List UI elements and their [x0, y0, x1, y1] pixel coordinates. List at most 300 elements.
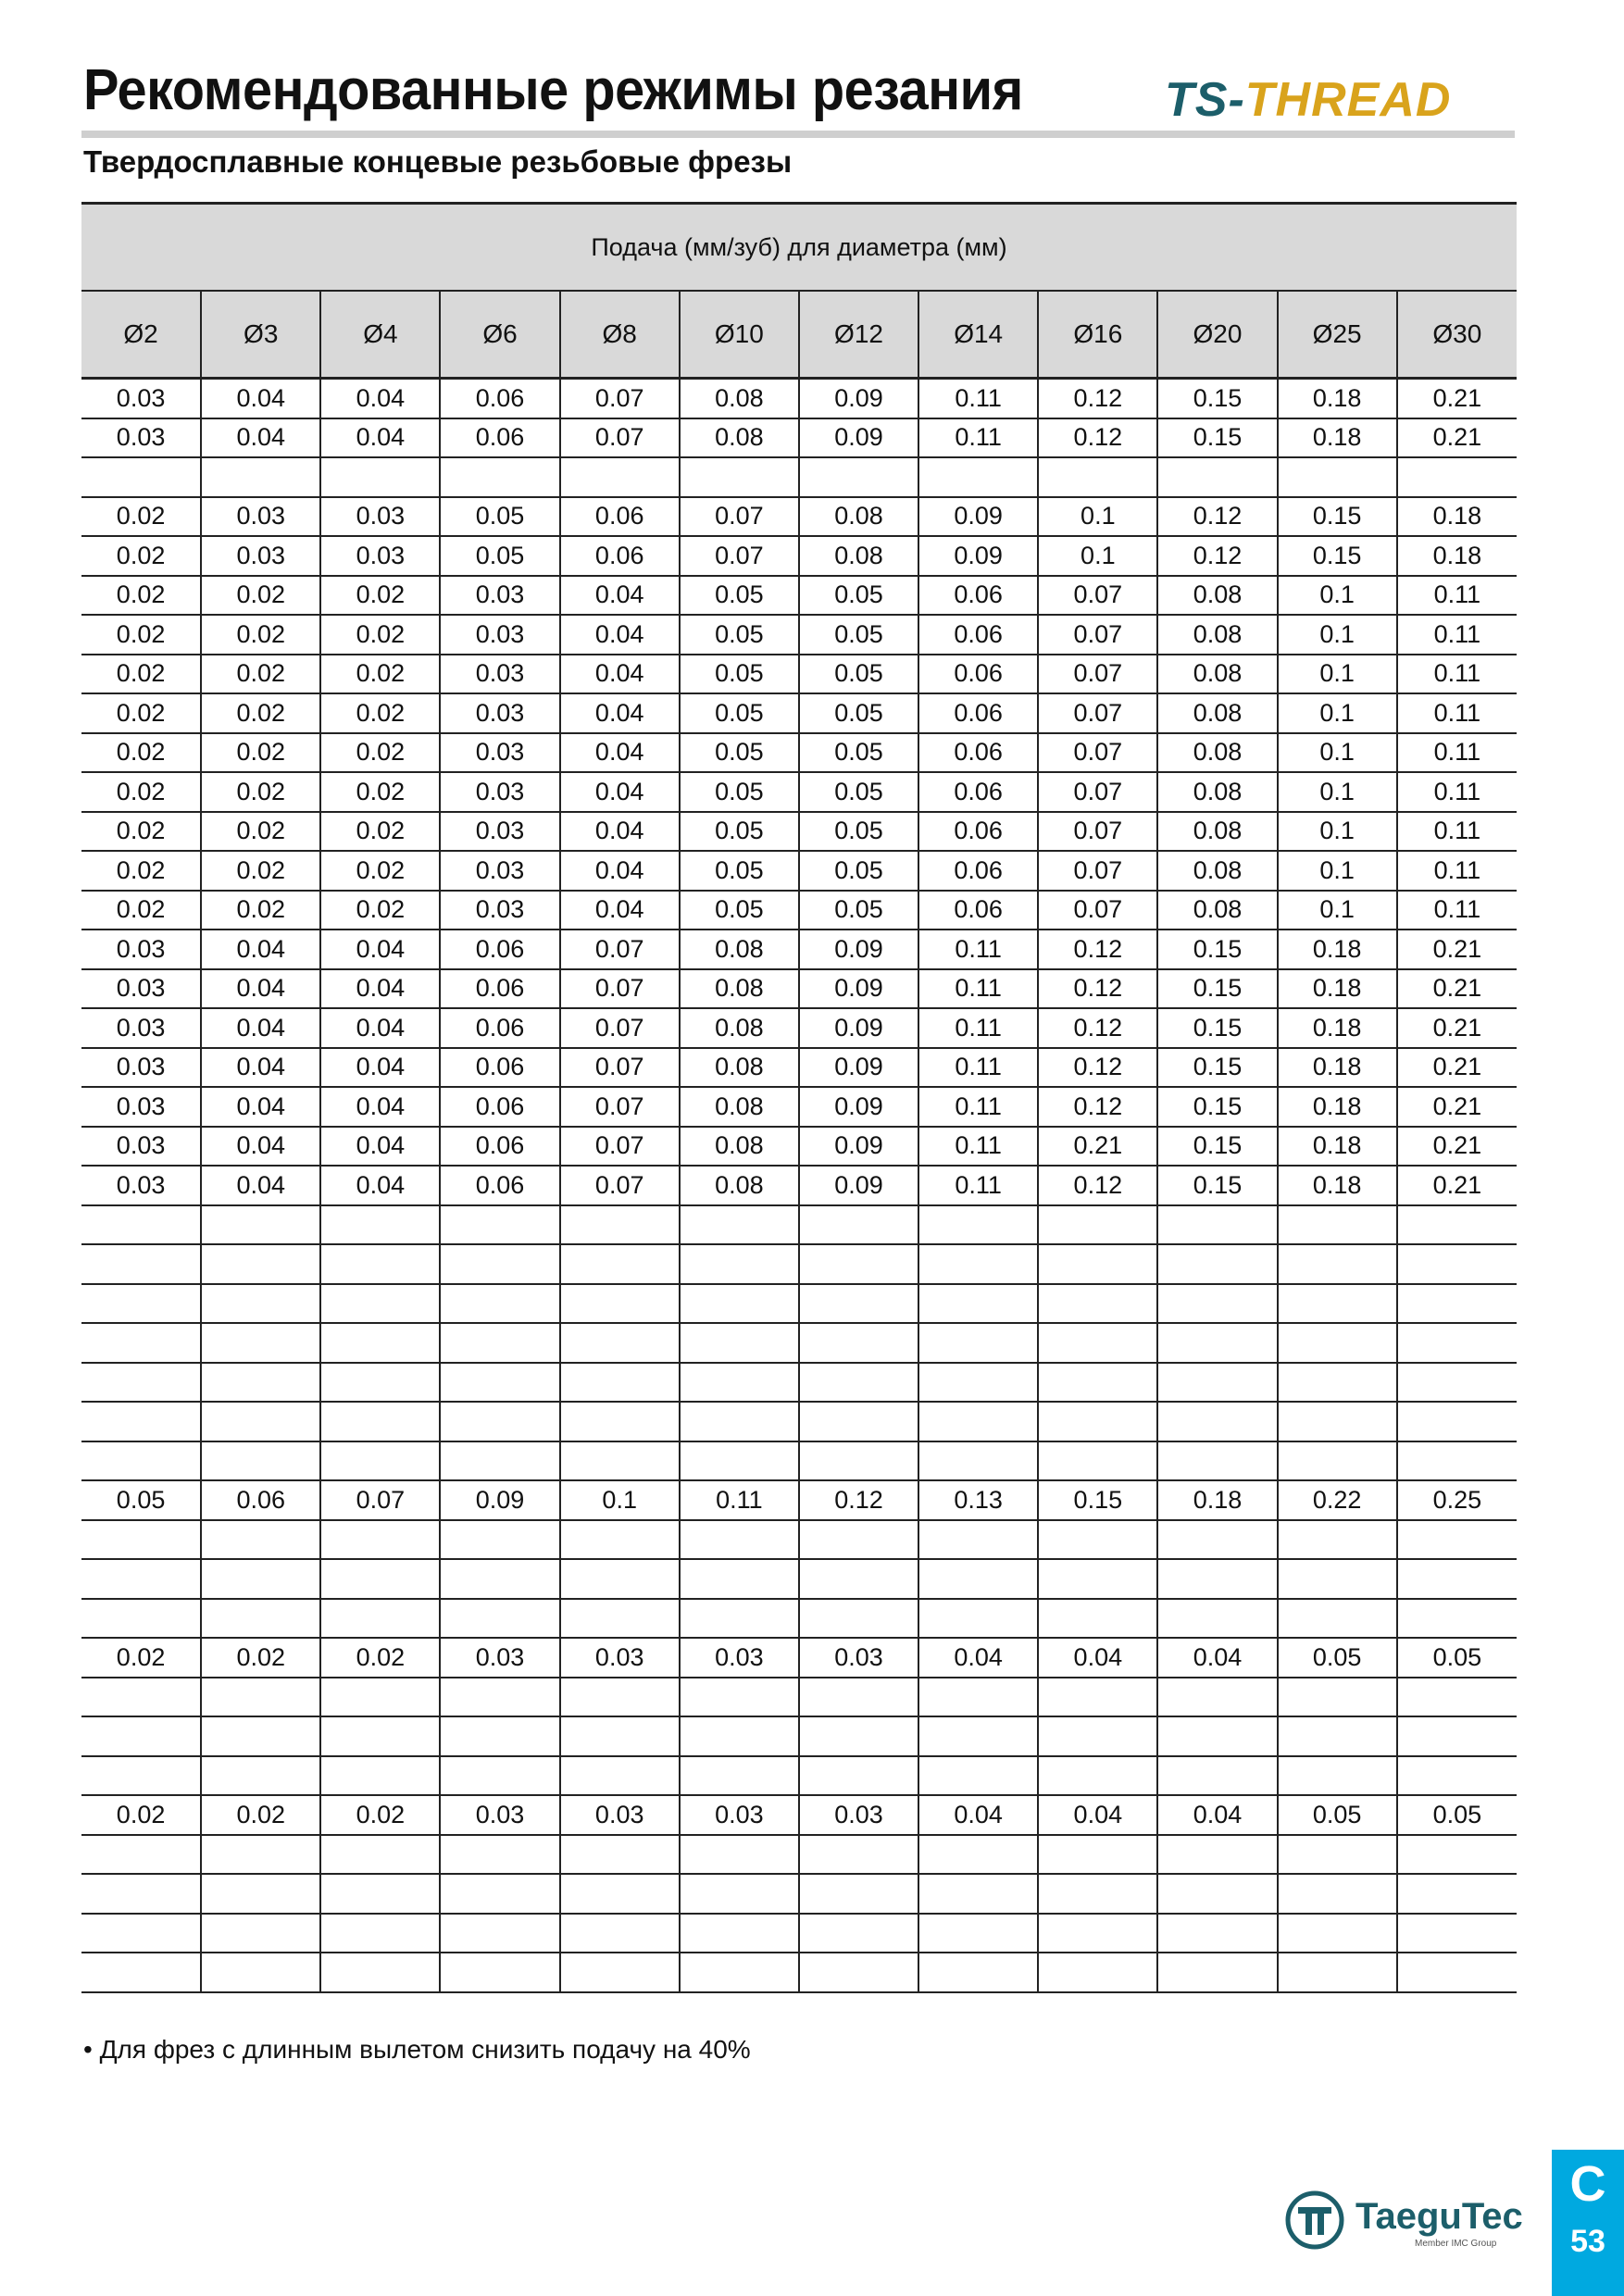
table-cell: 0.05 — [1278, 1795, 1397, 1835]
table-cell: 0.03 — [320, 497, 440, 537]
table-cell: 0.11 — [1397, 733, 1517, 773]
table-cell: 0.11 — [1397, 693, 1517, 733]
table-cell: 0.08 — [1157, 891, 1277, 930]
table-cell — [799, 1953, 918, 1992]
table-cell — [1038, 1914, 1157, 1953]
table-cell: 0.07 — [560, 969, 680, 1009]
table-cell — [680, 1678, 799, 1717]
table-cell: 0.09 — [799, 1008, 918, 1048]
table-cell: 0.03 — [680, 1638, 799, 1678]
table-cell: 0.08 — [1157, 693, 1277, 733]
table-cell — [799, 1874, 918, 1914]
table-cell: 0.04 — [201, 379, 320, 418]
table-row — [81, 1402, 1517, 1441]
table-cell: 0.03 — [440, 891, 559, 930]
table-cell: 0.04 — [320, 1127, 440, 1167]
table-cell: 0.06 — [918, 772, 1038, 812]
diameter-header: Ø3 — [201, 291, 320, 379]
table-cell — [560, 1520, 680, 1560]
table-cell: 0.03 — [201, 497, 320, 537]
table-cell — [560, 1716, 680, 1756]
diameter-header: Ø14 — [918, 291, 1038, 379]
table-cell: 0.06 — [918, 733, 1038, 773]
table-cell: 0.15 — [1278, 497, 1397, 537]
table-cell — [81, 1953, 201, 1992]
table-cell: 0.25 — [1397, 1480, 1517, 1520]
table-cell — [81, 1756, 201, 1796]
table-cell: 0.02 — [320, 693, 440, 733]
diameter-header: Ø6 — [440, 291, 559, 379]
table-cell — [1278, 1363, 1397, 1403]
table-cell: 0.04 — [918, 1795, 1038, 1835]
table-cell — [201, 1874, 320, 1914]
table-cell: 0.06 — [440, 930, 559, 969]
table-cell — [320, 1363, 440, 1403]
table-cell — [201, 1716, 320, 1756]
table-cell: 0.07 — [560, 1008, 680, 1048]
table-cell: 0.05 — [1278, 1638, 1397, 1678]
table-cell: 0.02 — [81, 733, 201, 773]
table-cell: 0.04 — [560, 772, 680, 812]
table-cell: 0.12 — [1157, 536, 1277, 576]
table-cell: 0.04 — [320, 418, 440, 458]
table-cell — [440, 1914, 559, 1953]
table-cell — [680, 1835, 799, 1875]
table-cell: 0.04 — [560, 851, 680, 891]
table-cell: 0.02 — [81, 576, 201, 616]
table-cell: 0.04 — [1038, 1638, 1157, 1678]
title-divider — [81, 131, 1515, 138]
logo-part-2: THREAD — [1244, 73, 1452, 127]
table-row — [81, 1205, 1517, 1245]
taegutec-logo — [1285, 2185, 1523, 2259]
table-cell — [320, 1244, 440, 1284]
table-cell: 0.04 — [560, 655, 680, 694]
table-cell: 0.02 — [201, 891, 320, 930]
table-row — [81, 379, 1517, 418]
table-cell: 0.07 — [680, 536, 799, 576]
table-cell: 0.03 — [81, 1048, 201, 1088]
table-cell: 0.08 — [680, 379, 799, 418]
table-cell — [1278, 1874, 1397, 1914]
table-cell: 0.02 — [81, 891, 201, 930]
table-cell: 0.11 — [918, 930, 1038, 969]
table-cell — [81, 1914, 201, 1953]
table-cell: 0.11 — [1397, 576, 1517, 616]
table-cell — [560, 1244, 680, 1284]
table-row — [81, 615, 1517, 655]
table-cell — [1278, 1835, 1397, 1875]
table-cell: 0.04 — [560, 576, 680, 616]
table-cell: 0.05 — [799, 812, 918, 852]
table-cell: 0.07 — [560, 418, 680, 458]
table-cell — [1038, 1205, 1157, 1245]
table-cell: 0.02 — [320, 851, 440, 891]
table-cell — [799, 1599, 918, 1639]
table-row — [81, 457, 1517, 497]
table-cell — [560, 1756, 680, 1796]
table-cell: 0.04 — [560, 733, 680, 773]
table-cell — [680, 1520, 799, 1560]
table-cell — [1397, 1520, 1517, 1560]
table-cell — [201, 1599, 320, 1639]
table-cell: 0.12 — [1038, 418, 1157, 458]
table-cell: 0.18 — [1278, 1048, 1397, 1088]
table-cell: 0.07 — [560, 1087, 680, 1127]
table-cell — [680, 1953, 799, 1992]
table-cell — [918, 1756, 1038, 1796]
table-cell — [799, 1441, 918, 1481]
table-cell — [440, 1244, 559, 1284]
table-cell: 0.06 — [201, 1480, 320, 1520]
table-cell: 0.15 — [1157, 1087, 1277, 1127]
table-cell: 0.08 — [799, 497, 918, 537]
table-cell — [320, 1441, 440, 1481]
table-cell: 0.18 — [1278, 930, 1397, 969]
table-cell — [799, 1559, 918, 1599]
table-cell — [440, 457, 559, 497]
table-cell: 0.18 — [1397, 497, 1517, 537]
table-cell: 0.1 — [1278, 772, 1397, 812]
table-row — [81, 1835, 1517, 1875]
table-cell: 0.06 — [440, 969, 559, 1009]
table-cell — [1157, 1874, 1277, 1914]
table-cell: 0.03 — [81, 1166, 201, 1205]
table-cell — [1038, 1599, 1157, 1639]
table-cell: 0.21 — [1397, 969, 1517, 1009]
table-cell: 0.07 — [560, 1048, 680, 1088]
table-cell: 0.08 — [680, 418, 799, 458]
table-cell: 0.07 — [1038, 655, 1157, 694]
table-cell: 0.06 — [440, 1166, 559, 1205]
table-cell — [918, 457, 1038, 497]
table-cell — [440, 1874, 559, 1914]
table-cell — [201, 1363, 320, 1403]
table-row — [81, 418, 1517, 458]
table-cell — [1038, 1953, 1157, 1992]
table-cell: 0.07 — [1038, 576, 1157, 616]
table-cell: 0.06 — [440, 1008, 559, 1048]
table-cell — [799, 1284, 918, 1324]
feed-table-body — [81, 379, 1517, 1992]
table-cell — [560, 457, 680, 497]
table-cell: 0.11 — [1397, 655, 1517, 694]
table-cell: 0.04 — [201, 930, 320, 969]
table-cell: 0.02 — [320, 615, 440, 655]
table-cell: 0.03 — [81, 1008, 201, 1048]
ts-thread-logo — [1165, 72, 1451, 128]
table-cell — [1038, 1756, 1157, 1796]
table-cell: 0.21 — [1038, 1127, 1157, 1167]
table-cell: 0.03 — [440, 655, 559, 694]
table-cell — [918, 1402, 1038, 1441]
table-cell — [1397, 1323, 1517, 1363]
table-cell: 0.08 — [680, 1166, 799, 1205]
table-cell: 0.08 — [680, 969, 799, 1009]
table-cell — [560, 1323, 680, 1363]
table-cell — [1038, 1559, 1157, 1599]
table-cell — [799, 1914, 918, 1953]
table-cell: 0.09 — [918, 497, 1038, 537]
table-cell: 0.07 — [560, 379, 680, 418]
table-cell: 0.05 — [680, 615, 799, 655]
table-cell — [680, 1244, 799, 1284]
table-cell: 0.22 — [1278, 1480, 1397, 1520]
table-row — [81, 1284, 1517, 1324]
table-cell: 0.05 — [799, 851, 918, 891]
diameter-header: Ø4 — [320, 291, 440, 379]
table-cell: 0.09 — [799, 418, 918, 458]
table-cell — [1278, 1756, 1397, 1796]
table-row — [81, 1874, 1517, 1914]
table-row — [81, 1638, 1517, 1678]
table-cell — [201, 1441, 320, 1481]
table-cell: 0.06 — [918, 693, 1038, 733]
table-cell: 0.03 — [440, 615, 559, 655]
table-cell: 0.03 — [440, 812, 559, 852]
table-cell: 0.07 — [1038, 693, 1157, 733]
table-cell: 0.13 — [918, 1480, 1038, 1520]
table-cell: 0.12 — [1038, 930, 1157, 969]
table-cell: 0.06 — [560, 536, 680, 576]
table-cell — [320, 1559, 440, 1599]
table-cell: 0.05 — [81, 1480, 201, 1520]
table-cell: 0.11 — [918, 1166, 1038, 1205]
table-cell: 0.15 — [1157, 1048, 1277, 1088]
table-cell — [1038, 1363, 1157, 1403]
table-cell — [201, 1402, 320, 1441]
table-cell: 0.18 — [1278, 418, 1397, 458]
table-cell: 0.02 — [320, 891, 440, 930]
table-cell — [1038, 1244, 1157, 1284]
table-cell — [918, 1716, 1038, 1756]
table-row — [81, 891, 1517, 930]
table-cell: 0.03 — [440, 733, 559, 773]
table-cell — [799, 1756, 918, 1796]
table-cell: 0.21 — [1397, 1166, 1517, 1205]
table-cell — [680, 1205, 799, 1245]
table-cell: 0.03 — [201, 536, 320, 576]
company-member: Member IMC Group — [1415, 2239, 1497, 2249]
table-cell — [1157, 457, 1277, 497]
table-cell: 0.03 — [81, 379, 201, 418]
table-cell: 0.11 — [1397, 615, 1517, 655]
table-cell — [440, 1678, 559, 1717]
table-cell — [560, 1205, 680, 1245]
table-cell: 0.03 — [81, 969, 201, 1009]
table-row — [81, 851, 1517, 891]
taegutec-emblem-icon — [1285, 2190, 1344, 2250]
table-cell: 0.11 — [918, 1087, 1038, 1127]
table-cell — [560, 1284, 680, 1324]
table-cell — [440, 1835, 559, 1875]
table-cell — [81, 1323, 201, 1363]
table-cell — [1157, 1559, 1277, 1599]
table-cell: 0.02 — [201, 851, 320, 891]
table-cell: 0.04 — [560, 693, 680, 733]
table-cell: 0.05 — [680, 812, 799, 852]
table-cell — [680, 1559, 799, 1599]
table-cell: 0.15 — [1157, 930, 1277, 969]
table-cell — [81, 1441, 201, 1481]
table-cell: 0.18 — [1278, 1087, 1397, 1127]
table-cell: 0.18 — [1278, 1008, 1397, 1048]
table-cell — [1397, 1244, 1517, 1284]
table-cell — [1157, 1599, 1277, 1639]
table-cell: 0.21 — [1397, 379, 1517, 418]
table-cell: 0.11 — [1397, 772, 1517, 812]
table-cell: 0.18 — [1397, 536, 1517, 576]
table-cell — [1278, 1520, 1397, 1560]
table-cell — [1397, 457, 1517, 497]
table-cell — [1038, 1284, 1157, 1324]
table-cell: 0.03 — [440, 576, 559, 616]
table-cell: 0.06 — [918, 812, 1038, 852]
table-cell: 0.15 — [1157, 418, 1277, 458]
table-cell — [201, 1244, 320, 1284]
table-cell — [81, 1559, 201, 1599]
table-cell: 0.03 — [81, 418, 201, 458]
table-cell — [201, 1678, 320, 1717]
table-cell: 0.18 — [1278, 1127, 1397, 1167]
table-cell — [81, 1205, 201, 1245]
table-cell: 0.04 — [201, 1048, 320, 1088]
table-cell: 0.02 — [201, 812, 320, 852]
table-cell — [1157, 1835, 1277, 1875]
table-cell: 0.1 — [1278, 891, 1397, 930]
table-cell: 0.04 — [201, 1087, 320, 1127]
table-cell — [799, 1520, 918, 1560]
table-cell — [440, 1205, 559, 1245]
table-row — [81, 1323, 1517, 1363]
table-cell — [320, 1716, 440, 1756]
table-cell: 0.03 — [81, 1127, 201, 1167]
table-cell: 0.06 — [440, 379, 559, 418]
table-cell — [680, 1716, 799, 1756]
table-cell: 0.02 — [201, 1795, 320, 1835]
table-cell — [81, 1874, 201, 1914]
table-cell: 0.11 — [1397, 812, 1517, 852]
table-cell — [1038, 1678, 1157, 1717]
table-cell: 0.02 — [320, 655, 440, 694]
table-cell: 0.18 — [1278, 1166, 1397, 1205]
table-cell: 0.08 — [1157, 576, 1277, 616]
table-cell — [799, 1244, 918, 1284]
table-cell: 0.08 — [1157, 733, 1277, 773]
table-cell: 0.11 — [918, 1008, 1038, 1048]
table-cell: 0.07 — [1038, 772, 1157, 812]
table-cell — [320, 457, 440, 497]
table-cell: 0.1 — [560, 1480, 680, 1520]
table-cell — [680, 1284, 799, 1324]
table-cell: 0.04 — [201, 969, 320, 1009]
table-cell: 0.05 — [799, 733, 918, 773]
table-cell: 0.04 — [560, 891, 680, 930]
table-cell — [440, 1953, 559, 1992]
table-cell: 0.09 — [799, 969, 918, 1009]
table-cell — [799, 1716, 918, 1756]
table-cell: 0.04 — [320, 930, 440, 969]
table-cell: 0.05 — [799, 576, 918, 616]
table-cell — [1157, 1205, 1277, 1245]
table-row — [81, 772, 1517, 812]
table-cell: 0.1 — [1278, 733, 1397, 773]
table-cell: 0.04 — [320, 1048, 440, 1088]
table-cell — [799, 1363, 918, 1403]
table-cell — [1397, 1914, 1517, 1953]
table-cell: 0.07 — [1038, 812, 1157, 852]
table-cell — [1278, 1599, 1397, 1639]
table-cell: 0.02 — [81, 693, 201, 733]
table-row — [81, 1953, 1517, 1992]
table-cell: 0.02 — [320, 1795, 440, 1835]
table-cell — [799, 1205, 918, 1245]
table-cell: 0.09 — [799, 930, 918, 969]
table-cell — [1157, 1363, 1277, 1403]
table-cell — [1278, 1678, 1397, 1717]
table-cell: 0.21 — [1397, 1008, 1517, 1048]
diameter-header: Ø16 — [1038, 291, 1157, 379]
table-cell — [1397, 1205, 1517, 1245]
table-cell: 0.02 — [320, 576, 440, 616]
table-cell: 0.04 — [201, 1008, 320, 1048]
table-row — [81, 1363, 1517, 1403]
table-cell: 0.05 — [799, 772, 918, 812]
table-cell: 0.02 — [201, 693, 320, 733]
table-cell — [1157, 1244, 1277, 1284]
table-cell: 0.06 — [918, 655, 1038, 694]
table-cell: 0.02 — [81, 1638, 201, 1678]
table-cell: 0.05 — [680, 772, 799, 812]
table-cell: 0.11 — [680, 1480, 799, 1520]
table-row — [81, 1678, 1517, 1717]
table-cell — [201, 1323, 320, 1363]
table-cell — [81, 1678, 201, 1717]
table-cell — [440, 1520, 559, 1560]
table-row — [81, 576, 1517, 616]
table-row — [81, 1520, 1517, 1560]
page-number: 53 — [1570, 2224, 1605, 2259]
table-cell: 0.06 — [440, 418, 559, 458]
table-cell: 0.15 — [1278, 536, 1397, 576]
table-cell — [1278, 1716, 1397, 1756]
table-cell — [918, 1323, 1038, 1363]
table-cell: 0.21 — [1397, 1087, 1517, 1127]
table-cell: 0.09 — [799, 1048, 918, 1088]
table-cell — [918, 1244, 1038, 1284]
table-cell — [680, 1874, 799, 1914]
table-row — [81, 1559, 1517, 1599]
table-cell: 0.12 — [1038, 1048, 1157, 1088]
table-cell: 0.05 — [799, 891, 918, 930]
table-cell: 0.02 — [320, 1638, 440, 1678]
cutting-feed-table — [81, 202, 1517, 1993]
table-cell: 0.1 — [1278, 576, 1397, 616]
table-cell: 0.03 — [81, 930, 201, 969]
table-cell: 0.07 — [320, 1480, 440, 1520]
table-cell: 0.12 — [799, 1480, 918, 1520]
table-cell — [680, 1756, 799, 1796]
table-cell: 0.07 — [560, 1127, 680, 1167]
table-cell — [1278, 457, 1397, 497]
diameter-header: Ø2 — [81, 291, 201, 379]
table-row — [81, 497, 1517, 537]
table-cell — [560, 1874, 680, 1914]
table-cell: 0.08 — [1157, 812, 1277, 852]
table-cell: 0.15 — [1157, 1166, 1277, 1205]
table-cell: 0.07 — [1038, 733, 1157, 773]
table-cell: 0.12 — [1038, 1166, 1157, 1205]
